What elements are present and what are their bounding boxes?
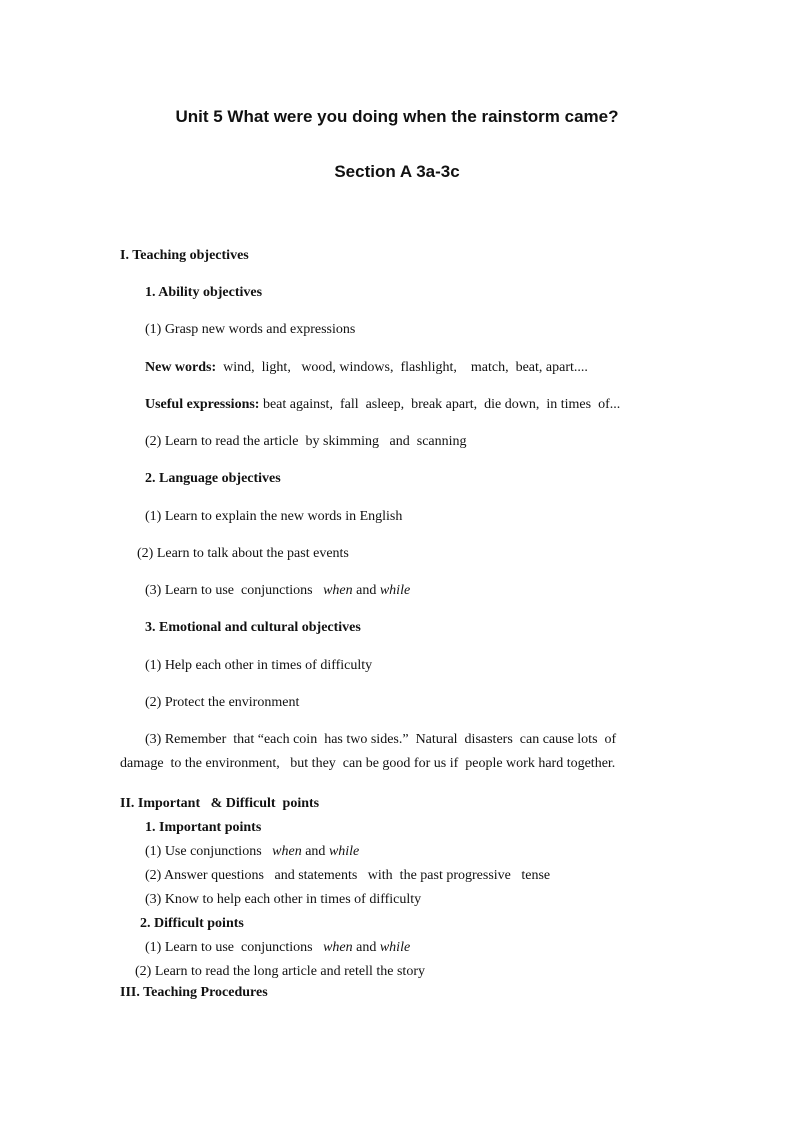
important-item-1 [145,843,359,861]
section-heading-objectives: I. Teaching objectives [120,248,249,263]
language-item-3-text: (3) Learn to use conjunctions [145,583,324,598]
emotional-item-3-line-2: damage to the environment, but they can be good for us if people work hard together. [120,756,616,771]
new-words-line [145,359,588,377]
conjunction-and: and [301,844,329,859]
conjunction-while: while [379,583,411,598]
subheading-difficult: 2. Difficult points [140,916,244,931]
difficult-item-1 [145,939,410,957]
important-item-3: (3) Know to help each other in times of difficulty [145,892,422,907]
new-words-list: wind, light, wood, windows, flashlight, match, beat, apart.... [216,360,588,375]
language-item-3 [145,582,410,600]
section-heading-procedures: III. Teaching Procedures [120,985,268,1000]
section-heading-points: II. Important & Difficult points [120,796,320,811]
emotional-item-1: (1) Help each other in times of difficulty [145,658,373,673]
language-item-1: (1) Learn to explain the new words in English [145,509,403,524]
useful-expressions-list: beat against, fall asleep, break apart, die down, in times of... [259,397,621,412]
ability-item-2: (2) Learn to read the article by skimming and scanning [145,434,467,449]
ability-item-1: (1) Grasp new words and expressions [145,322,356,337]
conjunction-when: when [323,940,353,955]
subheading-language: 2. Language objectives [145,471,281,486]
useful-expressions-label: Useful expressions: [145,397,260,412]
conjunction-when: when [323,583,353,598]
emotional-item-3-line-1: (3) Remember that “each coin has two sides.” Natural disasters can cause lots of [145,732,617,747]
document-subtitle: Section A 3a-3c [334,162,460,181]
subheading-ability: 1. Ability objectives [145,285,263,300]
difficult-item-2: (2) Learn to read the long article and retell the story [135,964,425,979]
important-item-1-text: (1) Use conjunctions [145,844,273,859]
emotional-item-2: (2) Protect the environment [145,695,300,710]
subheading-emotional: 3. Emotional and cultural objectives [145,620,361,635]
useful-expressions-line [145,396,620,414]
language-item-2: (2) Learn to talk about the past events [137,546,349,561]
difficult-item-1-text: (1) Learn to use conjunctions [145,940,324,955]
subheading-important: 1. Important points [145,820,262,835]
conjunction-and: and [352,940,380,955]
conjunction-when: when [272,844,302,859]
conjunction-and: and [352,583,380,598]
document-title: Unit 5 What were you doing when the rainstorm came? [175,107,619,126]
conjunction-while: while [379,940,411,955]
new-words-label: New words: [145,360,217,375]
conjunction-while: while [328,844,360,859]
important-item-2: (2) Answer questions and statements with the past progressive tense [145,868,551,883]
